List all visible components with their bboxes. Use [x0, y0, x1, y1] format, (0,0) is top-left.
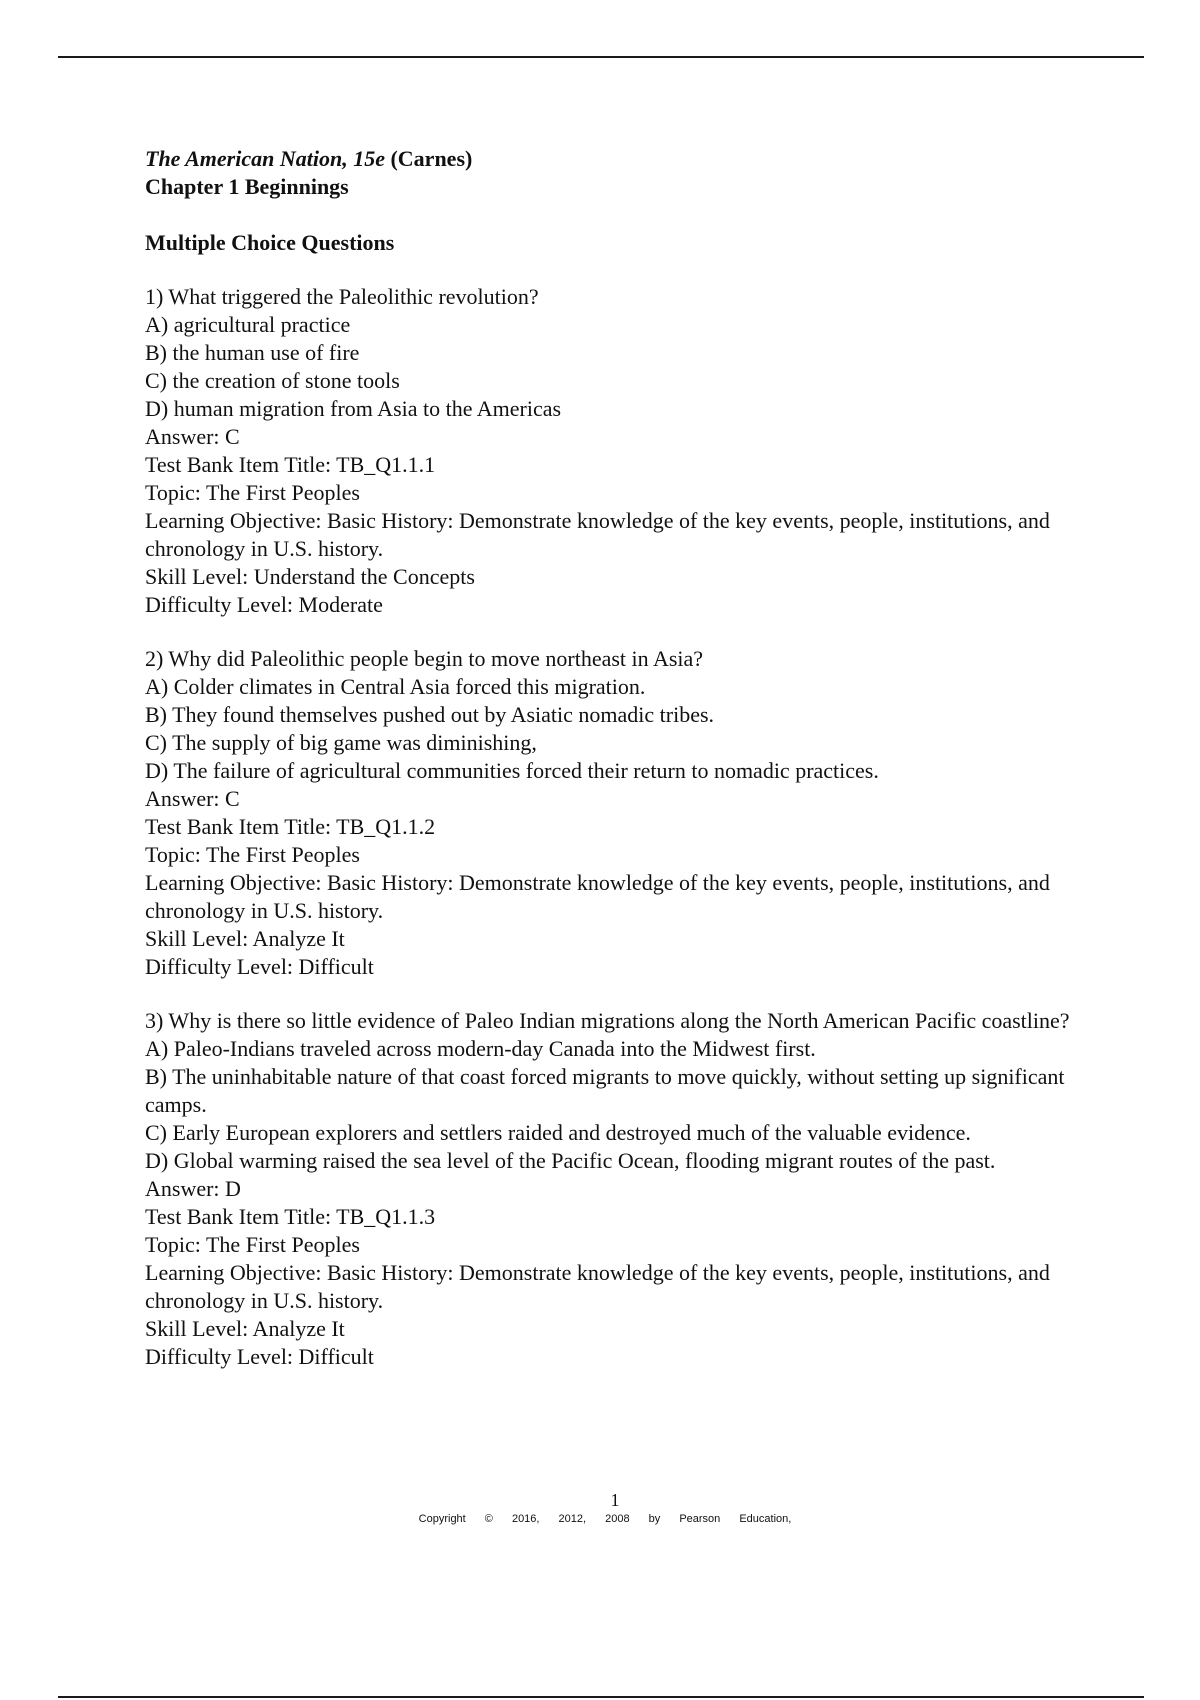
topic: Topic: The First Peoples	[145, 842, 360, 867]
copyright-notice: Copyright © 2016, 2012, 2008 by Pearson Education,	[418, 1513, 792, 1525]
option-d: D) human migration from Asia to the Americas	[145, 396, 562, 421]
difficulty-level: Difficulty Level: Difficult	[145, 954, 374, 979]
option-c: C) Early European explorers and settlers raided and destroyed much of the valuable evidence.	[145, 1120, 971, 1145]
question-stem: 1) What triggered the Paleolithic revolution?	[145, 284, 539, 309]
option-b: B) the human use of fire	[145, 340, 360, 365]
question-stem: 3) Why is there so little evidence of Paleo Indian migrations along the North American Pacific coastline?	[145, 1008, 1070, 1033]
question-3	[145, 1007, 1105, 1371]
difficulty-level: Difficulty Level: Difficult	[145, 1344, 374, 1369]
item-title: Test Bank Item Title: TB_Q1.1.2	[145, 814, 436, 839]
skill-level: Skill Level: Analyze It	[145, 926, 345, 951]
item-title: Test Bank Item Title: TB_Q1.1.1	[145, 452, 436, 477]
chapter-title: Chapter 1 Beginnings	[145, 174, 349, 199]
section-heading: Multiple Choice Questions	[145, 230, 395, 255]
book-title	[145, 145, 1105, 173]
option-c: C) The supply of big game was diminishing,	[145, 730, 537, 755]
option-b: B) The uninhabitable nature of that coast forced migrants to move quickly, without setting up significant camps.	[145, 1064, 1065, 1117]
learning-objective: Learning Objective: Basic History: Demonstrate knowledge of the key events, people, institutions, and chronology in U.S. history.	[145, 508, 1050, 561]
answer: Answer: C	[145, 786, 240, 811]
document-body	[145, 145, 1105, 1371]
learning-objective: Learning Objective: Basic History: Demonstrate knowledge of the key events, people, institutions, and chronology in U.S. history.	[145, 1260, 1050, 1313]
option-b: B) They found themselves pushed out by Asiatic nomadic tribes.	[145, 702, 715, 727]
option-d: D) The failure of agricultural communities forced their return to nomadic practices.	[145, 758, 879, 783]
book-author: (Carnes)	[390, 146, 473, 171]
skill-level: Skill Level: Understand the Concepts	[145, 564, 475, 589]
option-c: C) the creation of stone tools	[145, 368, 400, 393]
option-a: A) agricultural practice	[145, 312, 351, 337]
book-title-italic: The American Nation, 15e	[145, 146, 385, 171]
question-1	[145, 283, 1105, 619]
difficulty-level: Difficulty Level: Moderate	[145, 592, 383, 617]
topic: Topic: The First Peoples	[145, 1232, 360, 1257]
item-title: Test Bank Item Title: TB_Q1.1.3	[145, 1204, 436, 1229]
answer: Answer: D	[145, 1176, 241, 1201]
option-d: D) Global warming raised the sea level of the Pacific Ocean, flooding migrant routes of the past.	[145, 1148, 996, 1173]
page-footer	[0, 1490, 1200, 1526]
skill-level: Skill Level: Analyze It	[145, 1316, 345, 1341]
option-a: A) Colder climates in Central Asia forced this migration.	[145, 674, 646, 699]
question-stem: 2) Why did Paleolithic people begin to move northeast in Asia?	[145, 646, 704, 671]
bottom-rule	[58, 1696, 1144, 1698]
topic: Topic: The First Peoples	[145, 480, 360, 505]
answer: Answer: C	[145, 424, 240, 449]
learning-objective: Learning Objective: Basic History: Demonstrate knowledge of the key events, people, institutions, and chronology in U.S. history.	[145, 870, 1050, 923]
question-2	[145, 645, 1105, 981]
option-a: A) Paleo-Indians traveled across modern-day Canada into the Midwest first.	[145, 1036, 816, 1061]
top-rule	[58, 56, 1144, 58]
page-number: 1	[610, 1490, 620, 1510]
